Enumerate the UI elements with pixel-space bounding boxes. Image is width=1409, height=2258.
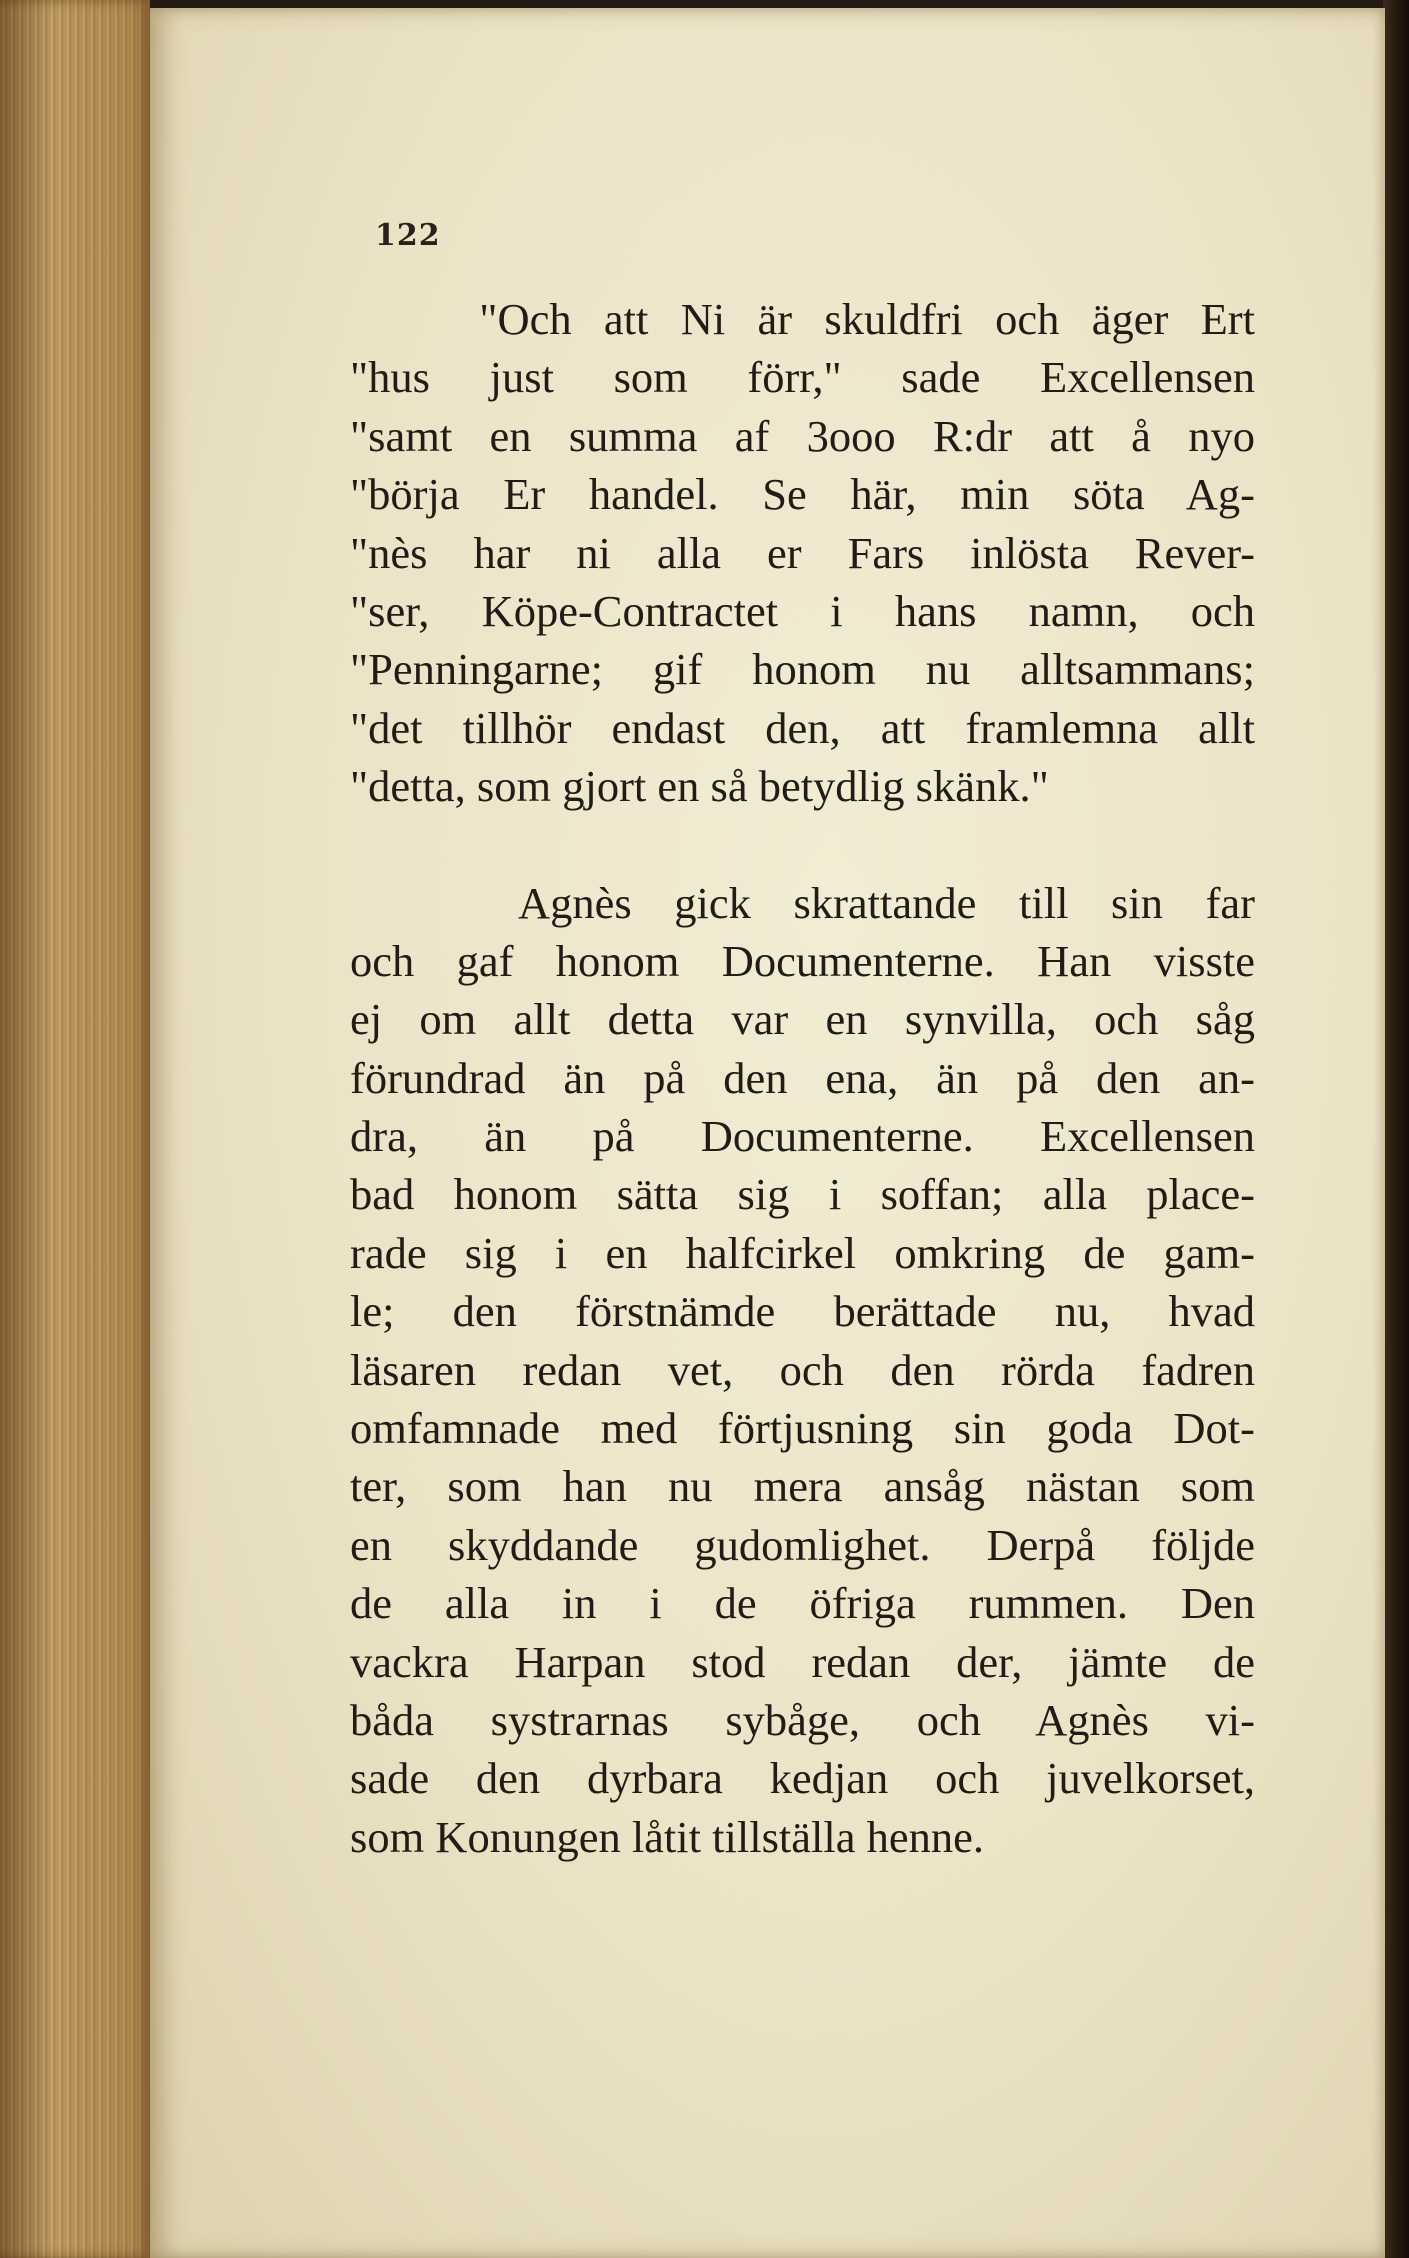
text-line: "Penningarne; gif honom nu alltsammans; xyxy=(350,644,1255,695)
text-line: en skyddande gudomlighet. Derpå följde xyxy=(350,1519,1255,1570)
text-line: båda systrarnas sybåge, och Agnès vi- xyxy=(350,1694,1255,1745)
text-line: "nès har ni alla er Fars inlösta Rever- xyxy=(350,527,1255,578)
text-line: Agnès gick skrattande till sin far xyxy=(350,877,1255,928)
paragraph-1 xyxy=(350,290,1255,816)
text-line: de alla in i de öfriga rummen. Den xyxy=(350,1578,1255,1629)
text-line: "börja Er handel. Se här, min söta Ag- xyxy=(350,469,1255,520)
text-line: "Och att Ni är skuldfri och äger Ert xyxy=(350,294,1255,344)
paragraph-2 xyxy=(350,874,1255,1867)
text-line: och gaf honom Documenterne. Han visste xyxy=(350,935,1255,986)
paragraph-gap xyxy=(350,816,1255,874)
text-line: läsaren redan vet, och den rörda fadren xyxy=(350,1344,1255,1395)
text-line: dra, än på Documenterne. Excellensen xyxy=(350,1111,1255,1162)
text-line: som Konungen låtit tillställa henne. xyxy=(350,1811,985,1862)
text-line: omfamnade med förtjusning sin goda Dot- xyxy=(350,1403,1255,1454)
binding-edge xyxy=(1383,0,1409,2258)
text-line: "det tillhör endast den, att framlemna allt xyxy=(350,702,1255,753)
text-line: "detta, som gjort en så betydlig skänk." xyxy=(350,761,1049,812)
text-line: "ser, Köpe-Contractet i hans namn, och xyxy=(350,585,1255,636)
text-line: vackra Harpan stod redan der, jämte de xyxy=(350,1636,1255,1687)
text-line: sade den dyrbara kedjan och juvelkorset, xyxy=(350,1753,1255,1804)
text-line: ej om allt detta var en synvilla, och såg xyxy=(350,994,1255,1045)
text-line: rade sig i en halfcirkel omkring de gam- xyxy=(350,1227,1255,1278)
text-line: ter, som han nu mera ansåg nästan som xyxy=(350,1461,1255,1512)
text-line: le; den förstnämde berättade nu, hvad xyxy=(350,1286,1255,1337)
page-number: 122 xyxy=(375,218,441,253)
page-block-edge xyxy=(0,0,150,2258)
page-text xyxy=(350,290,1255,1866)
text-line: bad honom sätta sig i soffan; alla place- xyxy=(350,1169,1255,1220)
text-line: "samt en summa af 3ooo R:dr att å nyo xyxy=(350,410,1255,461)
text-line: förundrad än på den ena, än på den an- xyxy=(350,1052,1255,1103)
text-line: "hus just som förr," sade Excellensen xyxy=(350,352,1255,403)
